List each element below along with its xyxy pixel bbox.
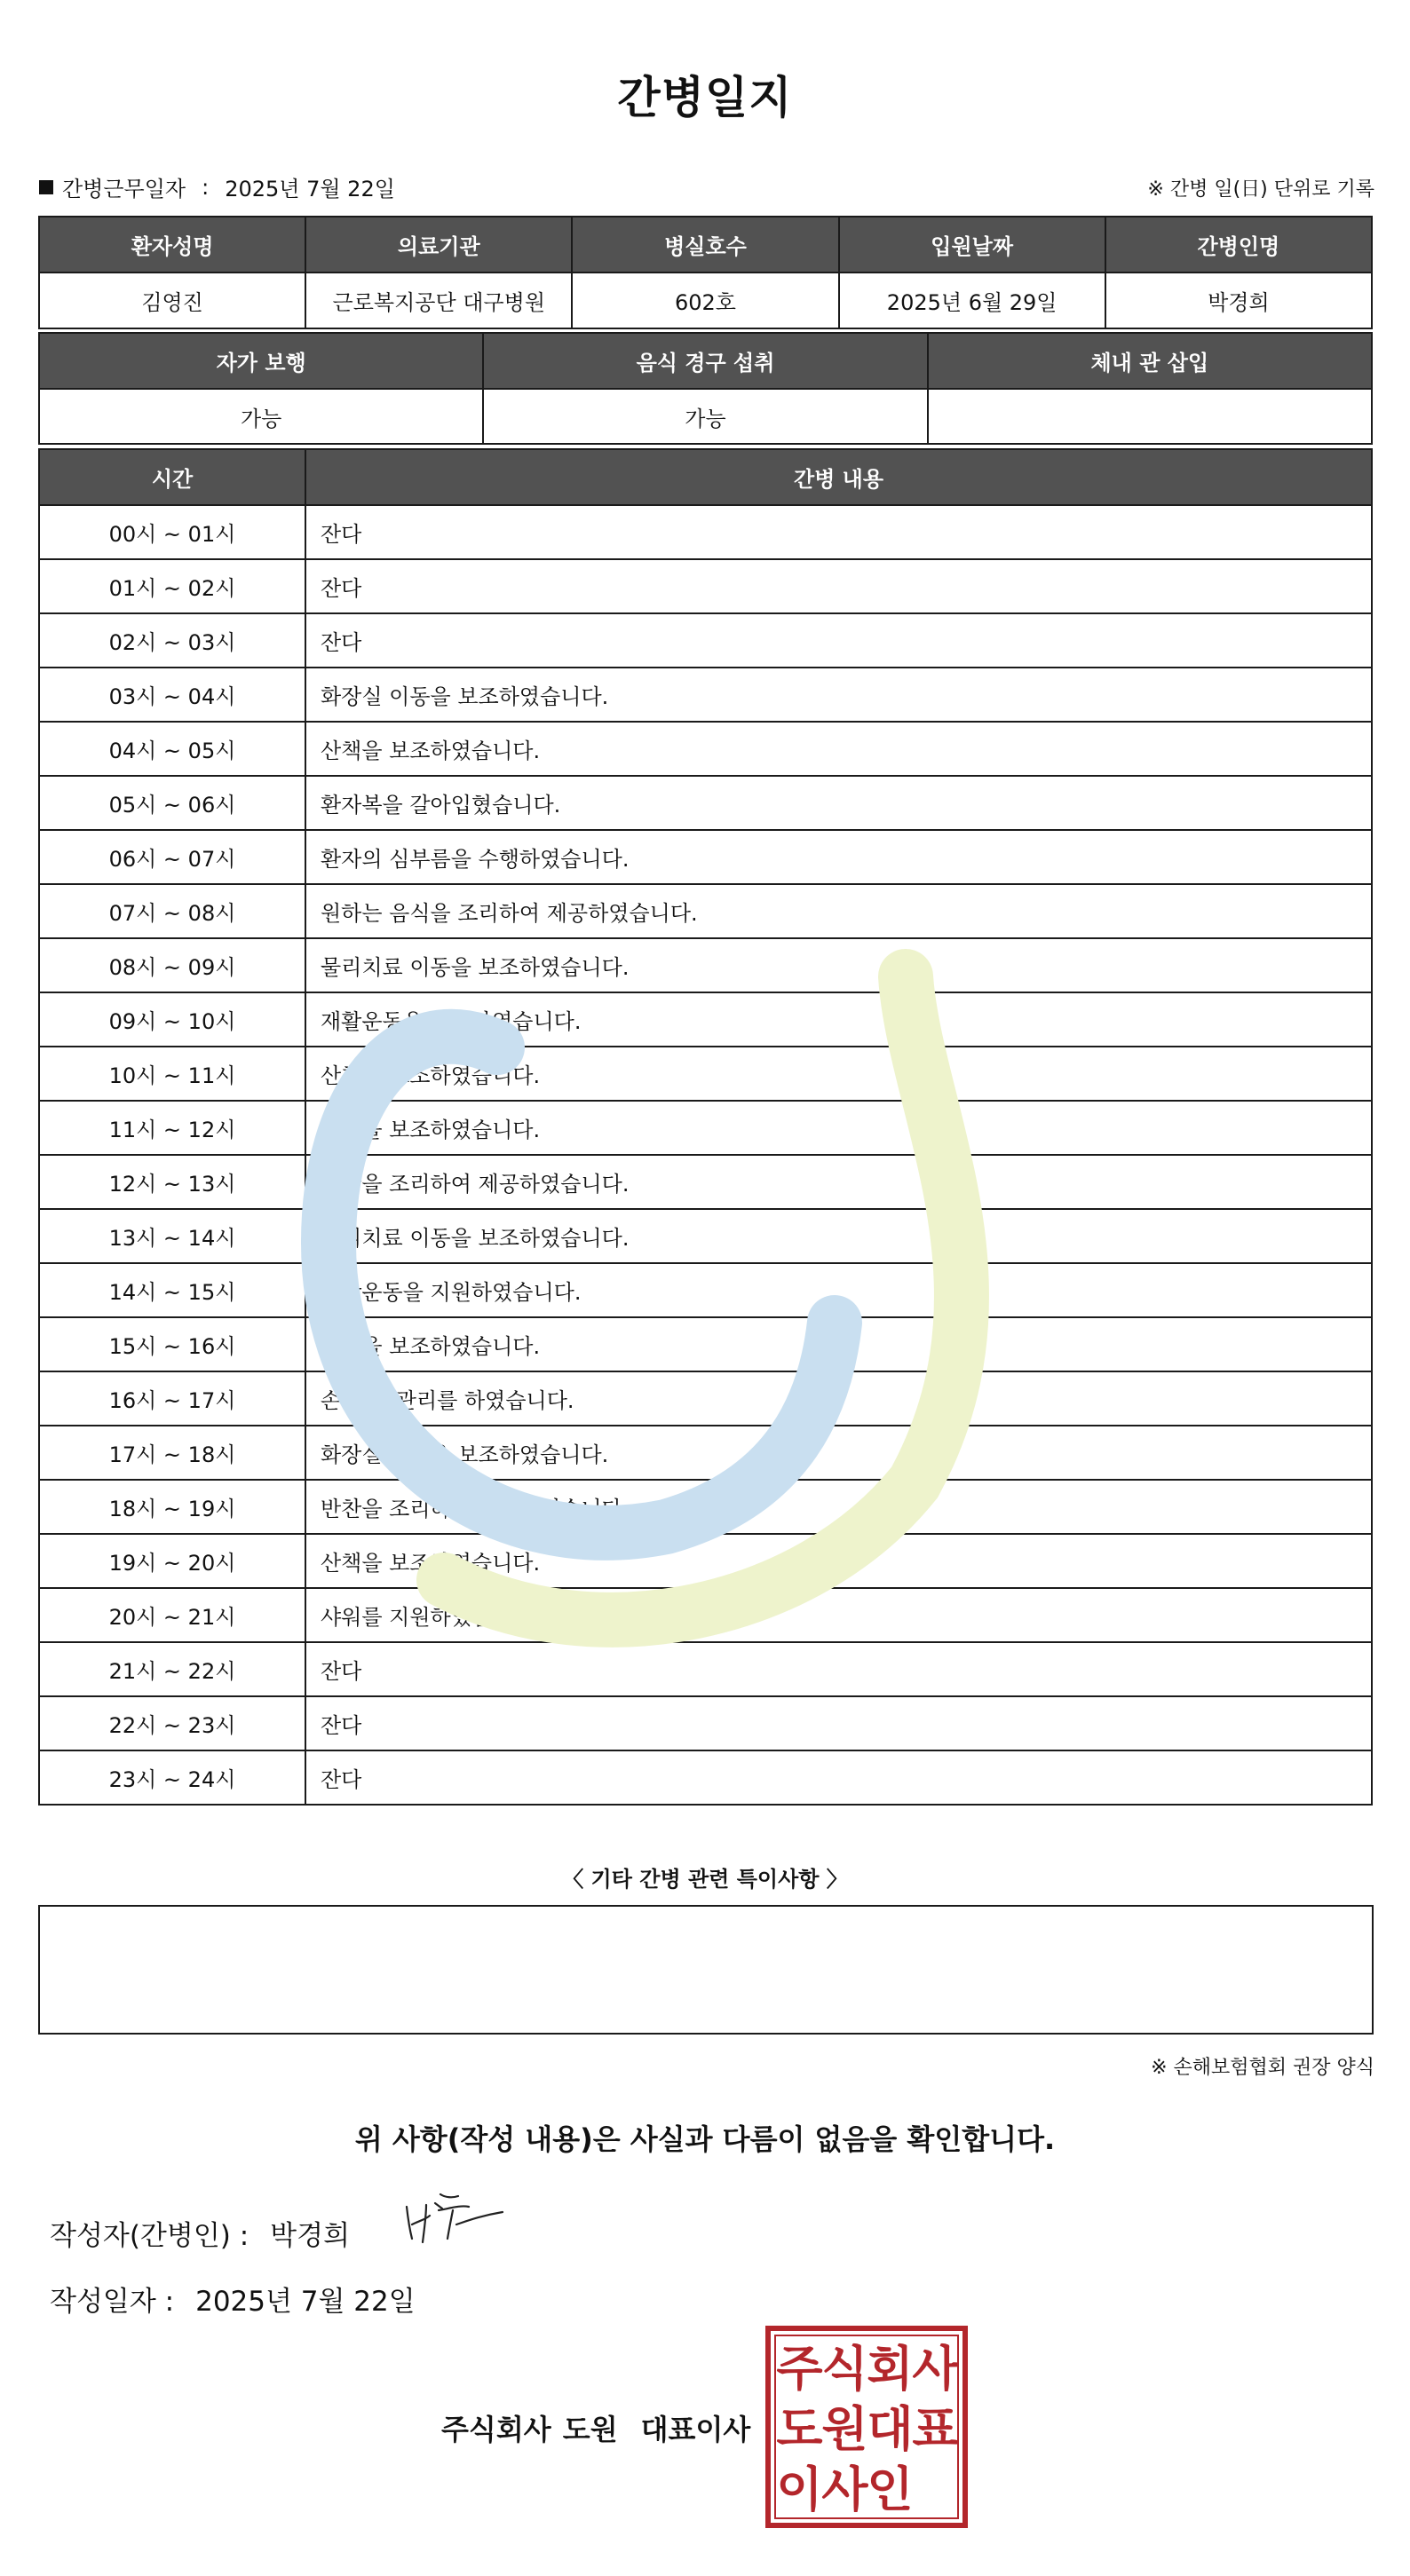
header-care-content: 간병 내용 <box>305 449 1372 505</box>
care-log-row <box>39 1534 1372 1588</box>
care-log-time: 20시 ~ 21시 <box>39 1588 305 1642</box>
seal-character: 회 <box>867 2341 914 2398</box>
document-title: 간병일지 <box>617 72 793 123</box>
care-log-row <box>39 613 1372 668</box>
care-log-row <box>39 938 1372 992</box>
header-admission-date: 입원날짜 <box>839 217 1105 273</box>
care-log-body <box>39 505 1372 1805</box>
patient-info-table <box>38 216 1373 329</box>
header-caregiver-name: 간병인명 <box>1105 217 1372 273</box>
seal-character: 대 <box>867 2401 914 2458</box>
care-log-content: 잔다 <box>305 1642 1372 1696</box>
confirmation-statement: 위 사항(작성 내용)은 사실과 다름이 없음을 확인합니다. <box>354 2122 1056 2156</box>
care-log-content: 잔다 <box>305 1750 1372 1805</box>
seal-character: 인 <box>867 2461 914 2518</box>
header-room-number: 병실호수 <box>572 217 838 273</box>
care-log-row <box>39 830 1372 884</box>
care-log-content: 재활운동을 지원하였습니다. <box>305 992 1372 1047</box>
care-log-content: 산책을 보조하였습니다. <box>305 1317 1372 1371</box>
written-date-value: 2025년 7월 22일 <box>195 2286 416 2318</box>
care-log-time: 11시 ~ 12시 <box>39 1101 305 1155</box>
admission-date: 2025년 6월 29일 <box>839 273 1105 328</box>
caregiver-name: 박경희 <box>1105 273 1372 328</box>
care-log-row <box>39 505 1372 559</box>
seal-characters <box>776 2341 959 2517</box>
care-log-content: 잔다 <box>305 559 1372 613</box>
seal-character: 식 <box>821 2341 868 2398</box>
hospital-name: 근로복지공단 대구병원 <box>305 273 572 328</box>
self-walking-value: 가능 <box>39 389 483 444</box>
remarks-box <box>38 1905 1374 2035</box>
room-number: 602호 <box>572 273 838 328</box>
care-log-content: 환자복을 갈아입혔습니다. <box>305 776 1372 830</box>
work-date-row <box>39 171 395 202</box>
care-log-row <box>39 1263 1372 1317</box>
writer-name: 박경희 <box>270 2220 351 2252</box>
care-log-time: 06시 ~ 07시 <box>39 830 305 884</box>
care-log-row <box>39 1317 1372 1371</box>
care-log-time: 03시 ~ 04시 <box>39 668 305 722</box>
care-log-time: 09시 ~ 10시 <box>39 992 305 1047</box>
ability-header-row <box>39 333 1372 389</box>
care-log-content: 반찬을 조리하여 제공하였습니다. <box>305 1480 1372 1534</box>
header-self-walking: 자가 보행 <box>39 333 483 389</box>
work-date-label: 간병근무일자 <box>62 177 186 201</box>
care-log-time: 01시 ~ 02시 <box>39 559 305 613</box>
care-log-content: 반찬을 조리하여 제공하였습니다. <box>305 1155 1372 1209</box>
care-log-row <box>39 559 1372 613</box>
header-patient-name: 환자성명 <box>39 217 305 273</box>
patient-info-value-row <box>39 273 1372 328</box>
written-date-row <box>50 2279 416 2319</box>
care-log-time: 19시 ~ 20시 <box>39 1534 305 1588</box>
writer-row <box>50 2213 350 2253</box>
care-log-row <box>39 1426 1372 1480</box>
remarks-title: 〈 기타 간병 관련 특이사항 〉 <box>562 1867 848 1892</box>
care-log-content: 잔다 <box>305 505 1372 559</box>
writer-label: 작성자(간병인) : <box>50 2220 250 2252</box>
company-seal-stamp-icon <box>765 2326 968 2528</box>
care-log-content: 산책을 보조하였습니다. <box>305 1534 1372 1588</box>
oral-intake-value: 가능 <box>483 389 927 444</box>
care-log-time: 22시 ~ 23시 <box>39 1696 305 1750</box>
header-tube-insertion: 체내 관 삽입 <box>928 333 1372 389</box>
care-log-time: 13시 ~ 14시 <box>39 1209 305 1263</box>
seal-character: 사 <box>821 2461 868 2518</box>
patient-ability-table <box>38 332 1373 445</box>
care-log-content: 산책을 보조하였습니다. <box>305 1047 1372 1101</box>
care-log-time: 00시 ~ 01시 <box>39 505 305 559</box>
care-log-time: 17시 ~ 18시 <box>39 1426 305 1480</box>
seal-character: 이 <box>776 2461 823 2518</box>
care-log-time: 18시 ~ 19시 <box>39 1480 305 1534</box>
header-oral-intake: 음식 경구 섭취 <box>483 333 927 389</box>
work-date-colon: : <box>202 174 210 200</box>
record-unit-note: ※ 간병 일(日) 단위로 기록 <box>1147 178 1374 201</box>
company-signature-line <box>441 2407 750 2448</box>
care-log-content: 환자의 심부름을 수행하였습니다. <box>305 830 1372 884</box>
care-log-row <box>39 1750 1372 1805</box>
care-log-content: 물리치료 이동을 보조하였습니다. <box>305 938 1372 992</box>
care-log-time: 02시 ~ 03시 <box>39 613 305 668</box>
care-log-row <box>39 1642 1372 1696</box>
care-log-row <box>39 776 1372 830</box>
care-log-content: 재활운동을 지원하였습니다. <box>305 1263 1372 1317</box>
care-log-time: 14시 ~ 15시 <box>39 1263 305 1317</box>
care-log-time: 16시 ~ 17시 <box>39 1371 305 1426</box>
seal-character: 주 <box>776 2341 823 2398</box>
care-log-row <box>39 1155 1372 1209</box>
form-source-note: ※ 손해보험협회 권장 양식 <box>1151 2057 1374 2079</box>
care-log-time: 23시 ~ 24시 <box>39 1750 305 1805</box>
care-log-row <box>39 1209 1372 1263</box>
care-log-content: 원하는 음식을 조리하여 제공하였습니다. <box>305 884 1372 938</box>
care-log-row <box>39 1047 1372 1101</box>
care-log-content: 산책을 보조하였습니다. <box>305 722 1372 776</box>
care-log-time: 07시 ~ 08시 <box>39 884 305 938</box>
care-log-content: 화장실 이동을 보조하였습니다. <box>305 1426 1372 1480</box>
tube-insertion-value <box>928 389 1372 444</box>
care-log-row <box>39 1371 1372 1426</box>
care-log-time: 12시 ~ 13시 <box>39 1155 305 1209</box>
care-log-content: 화장실 이동을 보조하였습니다. <box>305 668 1372 722</box>
care-log-table <box>38 448 1373 1806</box>
care-log-row <box>39 992 1372 1047</box>
care-log-header-row <box>39 449 1372 505</box>
seal-character: 사 <box>912 2341 959 2398</box>
header-time: 시간 <box>39 449 305 505</box>
care-log-row <box>39 1588 1372 1642</box>
care-log-time: 08시 ~ 09시 <box>39 938 305 992</box>
care-log-row <box>39 1696 1372 1750</box>
care-log-content: 잔다 <box>305 613 1372 668</box>
care-log-row <box>39 722 1372 776</box>
patient-info-header-row <box>39 217 1372 273</box>
care-log-row <box>39 1480 1372 1534</box>
company-ceo-title: 대표이사 <box>640 2413 751 2446</box>
header-hospital: 의료기관 <box>305 217 572 273</box>
care-log-content: 잔다 <box>305 1696 1372 1750</box>
care-log-row <box>39 1101 1372 1155</box>
company-name: 주식회사 도원 <box>441 2413 618 2446</box>
seal-character: 표 <box>912 2401 959 2458</box>
care-log-row <box>39 884 1372 938</box>
care-log-row <box>39 668 1372 722</box>
seal-character: 도 <box>776 2401 823 2458</box>
care-log-time: 10시 ~ 11시 <box>39 1047 305 1101</box>
care-log-time: 15시 ~ 16시 <box>39 1317 305 1371</box>
care-log-content: 샤워를 지원하였습니다. <box>305 1588 1372 1642</box>
care-log-time: 05시 ~ 06시 <box>39 776 305 830</box>
seal-character: 원 <box>821 2401 868 2458</box>
bullet-square-icon <box>39 180 53 194</box>
ability-value-row <box>39 389 1372 444</box>
care-log-time: 21시 ~ 22시 <box>39 1642 305 1696</box>
care-log-content: 손·발톱 관리를 하였습니다. <box>305 1371 1372 1426</box>
patient-name: 김영진 <box>39 273 305 328</box>
care-log-content: 물리치료 이동을 보조하였습니다. <box>305 1209 1372 1263</box>
handwritten-signature-icon <box>400 2189 515 2251</box>
written-date-label: 작성일자 : <box>50 2286 175 2318</box>
care-log-content: 세면을 보조하였습니다. <box>305 1101 1372 1155</box>
work-date-value: 2025년 7월 22일 <box>225 177 395 201</box>
care-log-time: 04시 ~ 05시 <box>39 722 305 776</box>
